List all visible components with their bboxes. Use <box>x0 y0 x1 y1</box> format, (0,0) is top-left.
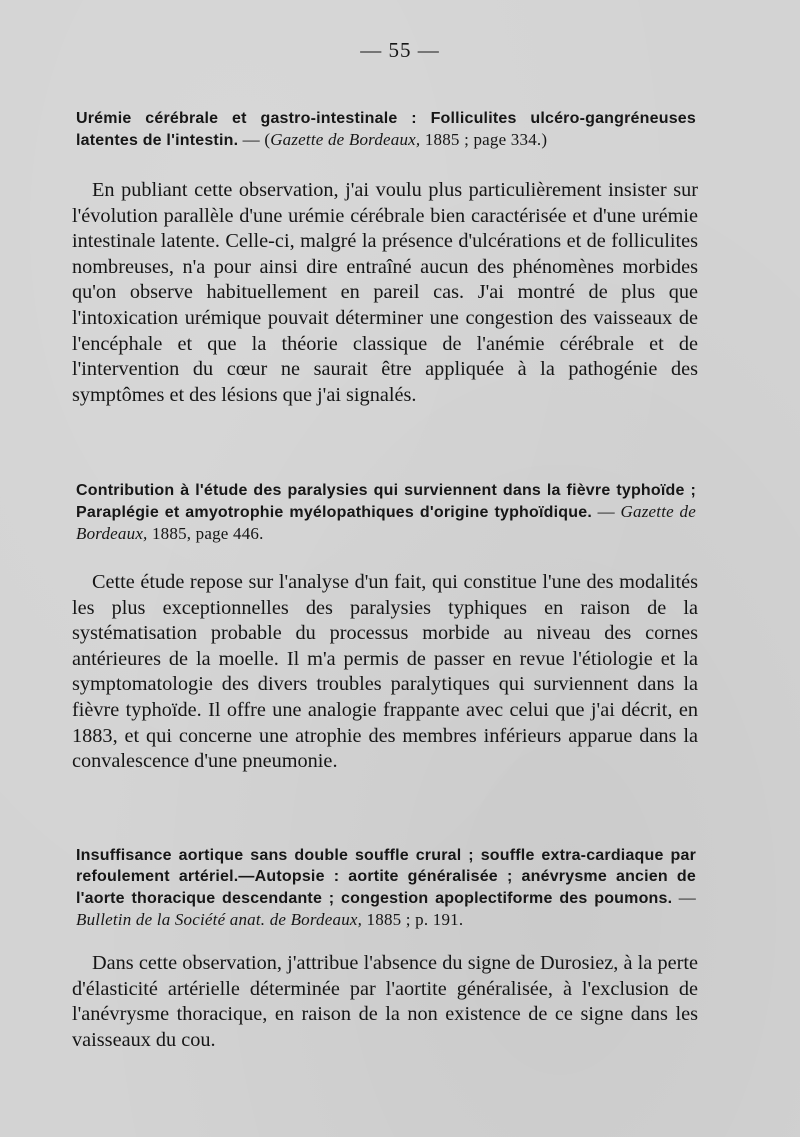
citation-dash: — <box>591 502 621 521</box>
entry-title-text: Urémie cérébrale et gastro-intestinale : Folliculites ulcéro-gangréneuses latentes de l'intestin. <box>76 110 696 149</box>
citation-dash: — <box>672 888 697 907</box>
citation-details: 1885 ; page 334.) <box>420 130 548 149</box>
entry-body <box>72 570 698 775</box>
entry-paragraph: Cette étude repose sur l'analyse d'un fait, qui constitue l'une des modalités les plus exceptionnelles des paralysies typhiques en raison de la systématisation probable du processus morbide au niveau des cornes antérieures de la moelle. Il m'a permis de passer en revue l'étiologie et la symptomatologie des divers troubles paralytiques qui surviennent dans la fièvre typhoïde. Il offre une analogie frappante avec celui que j'ai décrit, en 1883, et qui concerne une atrophie des membres inférieurs apparue dans la convalescence d'une pneumonie. <box>72 571 698 773</box>
entry-title-text: Insuffisance aortique sans double souffle crural ; souffle extra-cardiaque par refoulement artériel.—Autopsie : aortite généralisée ; anévrysme ancien de l'aorte thoracique descendante ; congestion apoplectiforme des poumons. <box>76 847 696 907</box>
entry-body <box>72 951 698 1053</box>
entry-title <box>76 108 696 151</box>
citation-details: 1885, page 446. <box>147 524 264 543</box>
citation-dash: — ( <box>238 130 271 149</box>
page-number: — 55 — <box>360 38 440 62</box>
entry-title-text: Contribution à l'étude des paralysies qui surviennent dans la fièvre typhoïde ; Paraplégie et amyotrophie myélopathiques d'origine typhoïdique. <box>76 482 696 521</box>
entry-paragraph: Dans cette observation, j'attribue l'absence du signe de Durosiez, à la perte d'élasticité artérielle déterminée par l'aortite généralisée, à l'exclusion de l'anévrysme thoracique, en raison de la non existence de ce signe dans les vaisseaux du cou. <box>72 952 698 1051</box>
citation-journal: Gazette de Bordeaux, <box>270 130 421 149</box>
citation-journal: Gazette de Bordeaux, <box>76 502 696 543</box>
entry-body <box>72 178 698 408</box>
entry-paragraph: En publiant cette observation, j'ai voulu plus particulièrement insister sur l'évolution parallèle d'une urémie cérébrale bien caractérisée et d'une urémie intestinale latente. Celle-ci, malgré la présence d'ulcérations et de folliculites nombreuses, n'a pour ainsi dire entraîné aucun des phénomènes morbides qu'on observe habituellement en pareil cas. J'ai montré de plus que l'intoxication urémique pouvait déterminer une congestion des vaisseaux de l'encéphale et que la théorie classique de l'anémie cérébrale et de l'intervention du cœur ne saurait être appliquée à la pathogénie des symptômes et des lésions que j'ai signalés. <box>72 179 698 406</box>
citation-journal: Bulletin de la Société anat. de Bordeaux, <box>76 910 363 929</box>
entry-title <box>76 480 696 545</box>
entry-title <box>76 845 696 931</box>
citation-details: 1885 ; p. 191. <box>362 910 464 929</box>
